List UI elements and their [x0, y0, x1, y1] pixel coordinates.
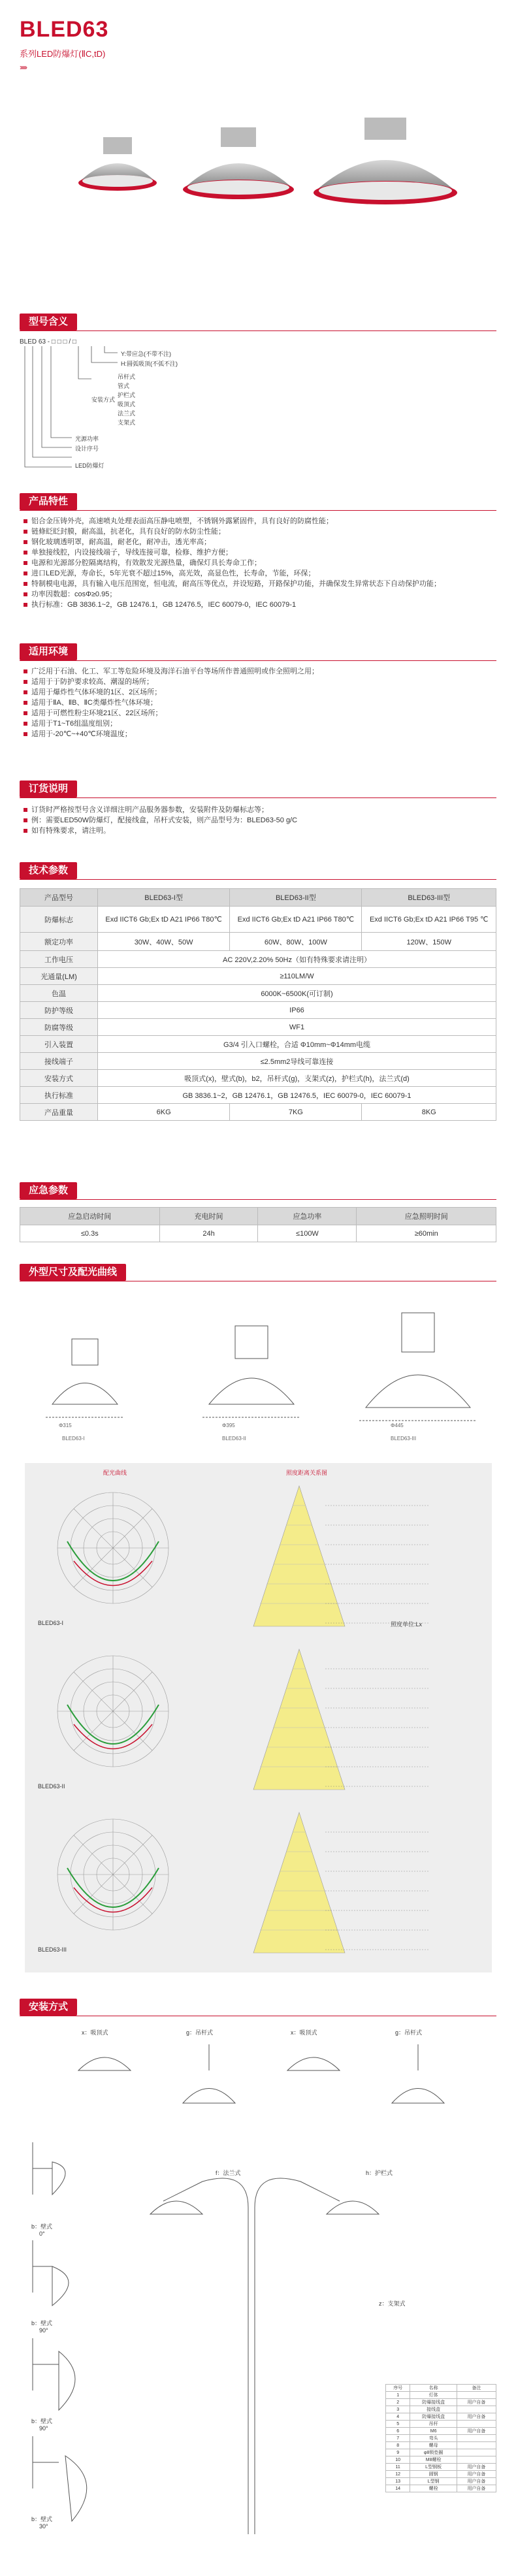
product-lamps-image	[52, 91, 470, 255]
section-installation: 安装方式	[20, 1999, 77, 2016]
lamp-medium	[183, 127, 294, 199]
parts-table: 序号 名称 备注 1 灯体 2 防爆接线盒 用户自备 3 接线盒 4 防爆接线盒 用户自备 5 吊杆 6 M6 用户自备 7 弯头 8 螺母 9 φ8锁垫圈 10 M8螺栓 11 L型钢板 用户自备 12 圆钢 用户自备 13 L型钢 用户自备 14 螺栓 用户自备	[385, 2384, 496, 2492]
section-features: 产品特性	[20, 493, 77, 510]
list-item: 适用于T1~T6组温度组别；	[24, 718, 494, 729]
list-item: 适用于-20℃~+40℃环境温度；	[24, 729, 494, 739]
chevron-decoration-icon: ›››››	[20, 63, 26, 72]
page-title: BLED63	[20, 17, 109, 42]
list-item: 链條眨眨封膜，耐高温，抗老化，具有良好的防水防尘性能；	[24, 526, 494, 537]
list-item: 铝合金压铸外壳，高速喷丸处理表面高压静电喷塑，不锈钢外露紧固件，具有良好的防腐性能；	[24, 516, 494, 526]
list-item: 执行标准：GB 3836.1~2，GB 12476.1，GB 12476.5，IEC 60079-0，IEC 60079-1	[24, 600, 494, 610]
list-item: 如有特殊要求，请注明。	[24, 826, 494, 836]
emergency-table: 应急启动时间 充电时间 应急功率 应急照明时间 ≤0.3s 24h ≤100W ≥60min	[20, 1207, 496, 1242]
list-item: 进口LED光源，寿命长，5年光衰不超过15%，高光效，高显色性，长寿命，节能，环保；	[24, 568, 494, 579]
section-emergency-params: 应急参数	[20, 1182, 77, 1199]
photometric-panel: 配光曲线 照度距离关系图 BLED63-I BLED63-II BLED63-III 照度单位:Lx	[25, 1463, 492, 1972]
list-item: 特制模电电源，具有输入电压范围宽，恒电流，耐高压等优点，并设短路，开路保护功能，并确保发生异常状态下自动保护功能；	[24, 579, 494, 589]
list-item: 广泛用于石油、化工、军工等危险环境及海洋石油平台等场所作普通照明或作全照明之用；	[24, 666, 494, 677]
section-ordering: 订货说明	[20, 781, 77, 797]
list-item: 例：需要LED50W防爆灯，配接线盒，吊杆式安装，则产品型号为：BLED63-50 g/C	[24, 815, 494, 826]
section-environment: 适用环境	[20, 643, 77, 660]
page-subtitle: 系列LED防爆灯(ⅡC,tD)	[20, 49, 106, 59]
list-item: 适用于于防护要求较高、潮湿的场所；	[24, 677, 494, 687]
section-tech-params: 技术参数	[20, 862, 77, 879]
section-model-meaning: 型号含义	[20, 314, 77, 330]
lamp-small	[78, 137, 157, 191]
list-item: 适用于爆炸性气体环境的1区、2区场所；	[24, 687, 494, 698]
list-item: 钢化玻璃透明罩，耐高温，耐老化，耐冲击，透光率高；	[24, 537, 494, 547]
features-list	[24, 516, 494, 610]
lamp-large	[314, 118, 457, 204]
photometric-graphics	[25, 1476, 492, 1972]
environment-list	[24, 666, 494, 739]
section-dimensions: 外型尺寸及配光曲线	[20, 1264, 126, 1281]
dimension-drawings	[20, 1300, 496, 1450]
list-item: 电源和光源部分腔隔离结构，有效散发光源热量，确保灯具长寿命工作；	[24, 558, 494, 568]
list-item: 功率因数超：cosΦ≥0.95；	[24, 589, 494, 600]
ordering-list	[24, 805, 494, 836]
spec-table: 产品型号 BLED63-I型 BLED63-II型 BLED63-III型 防爆标志 Exd IICT6 Gb;Ex tD A21 IP66 T80℃ Exd IICT6 Gb;Ex tD A21 IP66 T80℃ Exd IICT6 Gb;Ex tD A21 IP66 T95 ℃ 额定功率 30W、40W、50W 60W、80W、100W 120W、150W 工作电压 AC 220V,2.20% 50Hz（如有特殊要求请注明） 光通量(LM) ≥110LM/W 色温 6000K~6500K(可订制) 防护等级 IP66 防腐等级 WF1 引入装置 G3/4 引入口螺栓，合适 Φ10mm~Φ14mm电缆 接线端子 ≤2.5mm2导线可靠连接 安装方式 吸顶式(x)，壁式(b)，b2，吊杆式(g)，支架式(z)，护栏式(h)，法兰式(d) 执行标准 GB 3836.1~2，GB 12476.1，GB 12476.5，IEC 60079-0，IEC 60079-1 产品重量 6KG 7KG 8KG	[20, 888, 496, 1121]
list-item: 订货时严格按型号含义详细注明产品服务器参数，安装附件及防爆标志等；	[24, 805, 494, 815]
list-item: 适用于ⅡA、ⅡB、ⅡC类爆炸性气体环境；	[24, 698, 494, 708]
list-item: 单独接线腔，内设接线端子，导线连接可靠，检修、维护方便；	[24, 547, 494, 558]
model-code: BLED 63 - □ □ □ / □	[20, 338, 76, 346]
list-item: 适用于可燃性粉尘环境21区、22区场所；	[24, 708, 494, 718]
